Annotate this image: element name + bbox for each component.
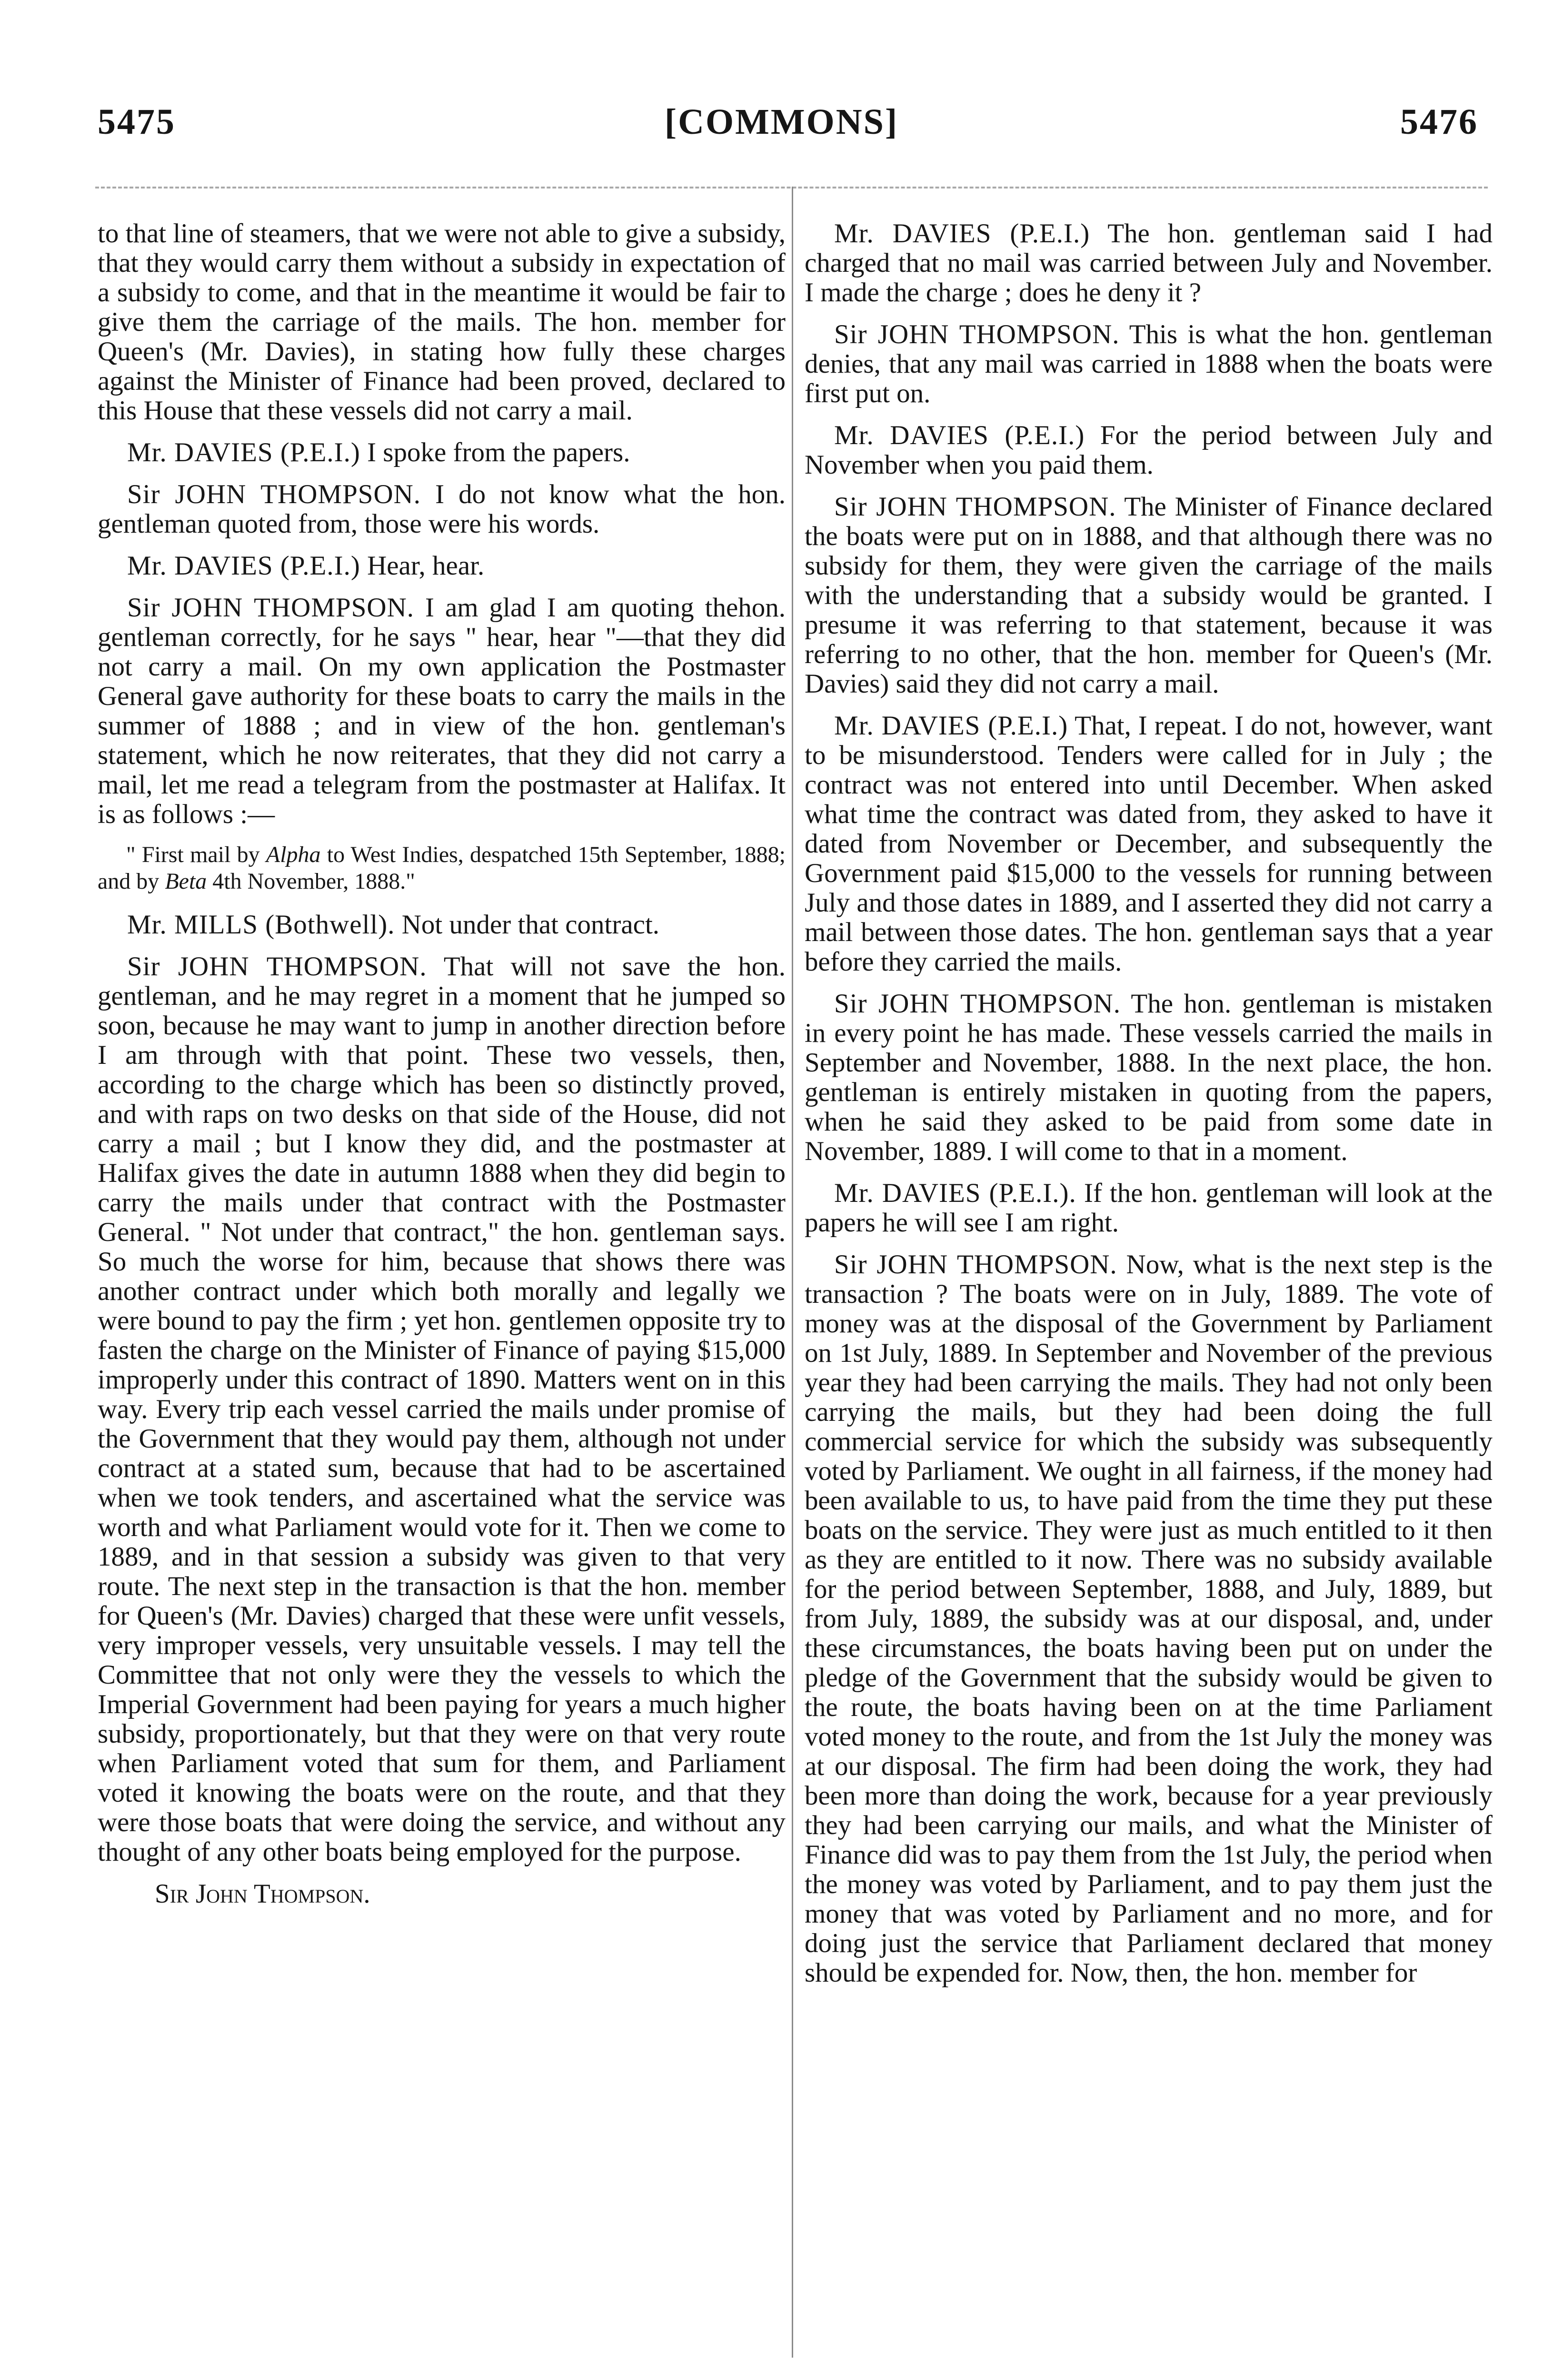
quote-text: " First mail by (126, 842, 266, 867)
quote-text: 4th November, 1888." (207, 869, 415, 894)
speech-text: I am glad I am quoting thehon. gentleman correctly, for he says " hear, hear "—that they did not carry a mail. On my own application the Postmaster General gave authority for these boats to carry the mails in the summer of 1888 ; and in view of the hon. gentleman's statement, which he now reiterates, that they did not carry a mail, let me read a telegram from the postmaster at Halifax. It is as follows :— (98, 593, 786, 829)
column-divider (792, 187, 793, 2358)
speech-text: Not under that contract. (395, 910, 660, 940)
paragraph (805, 492, 1493, 699)
speaker-name: Mr. DAVIES (P.E.I.) (834, 218, 1090, 248)
paragraph (805, 320, 1493, 408)
speaker-name: Sir JOHN THOMPSON. (834, 1250, 1117, 1279)
right-column (805, 219, 1493, 2000)
speaker-name: Sir JOHN THOMPSON. (834, 319, 1120, 349)
speech-text: That, I repeat. I do not, however, want to be misunderstood. Tenders were called for in July ; the contract was not entered into until December. When asked what time the contract was dated from, they asked to have it dated from November or December, and subsequently the Government paid $15,000 to the vessels for running between July and those dates in 1889, and I asserted they did not carry a mail between those dates. The hon. gentleman says that a year before they carried the mails. (805, 711, 1493, 977)
speech-text: This is what the hon. gentleman denies, that any mail was carried in 1888 when the boats were first put on. (805, 319, 1493, 408)
speech-text: The hon. gentleman is mistaken in every point he has made. These vessels carried the mails in September and November, 1888. In the next place, the hon. gentleman is entirely mistaken in quoting from the papers, when he said they asked to be paid from some date in November, 1889. I will come to that in a moment. (805, 989, 1493, 1166)
speech-text: That will not save the hon. gentleman, and he may regret in a moment that he jumped so soon, because he may want to jump in another direction before I am through with that point. These two vessels, then, according to the charge which has been so distinctly proved, and with raps on two desks on that side of the House, did not carry a mail ; but I know they did, and the postmaster at Halifax gives the date in autumn 1888 when they did begin to carry the mails under that contract with the Postmaster General. " Not under that contract," the hon. gentleman says. So much the worse for him, because that shows there was another contract under which both morally and legally we were bound to pay the firm ; yet hon. gentlemen opposite try to fasten the charge on the Minister of Finance of paying $15,000 improperly under this contract of 1890. Matters went on in this way. Every trip each vessel carried the mails under promise of the Government that they would pay them, although not under contract at a stated sum, because that had to be ascertained when we took tenders, and ascertained what the service was worth and what Parliament would vote for it. Then we come to 1889, and in that session a subsidy was given to that very route. The next step in the transaction is that the hon. member for Queen's (Mr. Davies) charged that these were unfit vessels, very improper vessels, very unsuitable vessels. I may tell the Committee that not only were they the vessels to which the Imperial Government had been paying for years a much higher subsidy, proportionately, but that they were on that very route when Parliament voted that sum for them, and Parliament voted it knowing the boats were on the route, and that they were those boats that were doing the service, and without any thought of any other boats being employed for the purpose. (98, 952, 786, 1867)
ship-name: Beta (165, 869, 207, 894)
speaker-name: Mr. MILLS (Bothwell). (127, 910, 395, 940)
speech-text: If the hon. gentleman will look at the papers he will see I am right. (805, 1178, 1493, 1238)
speaker-name: Sir JOHN THOMPSON. (834, 492, 1116, 522)
speech-text: Now, what is the next step is the transaction ? The boats were on in July, 1889. The vote of money was at the disposal of the Government by Parliament on 1st July, 1889. In September and November of the previous year they had been carrying the mails. They had not only been carrying the mails, but they had been doing the full commercial service for which the subsidy was subsequently voted by Parliament. We ought in all fairness, if the money had been available to us, to have paid from the time they put these boats on the service. They were just as much entitled to it then as they are entitled to it now. There was no subsidy available for the period between September, 1888, and July, 1889, but from July, 1889, the subsidy was at our disposal, and, under these circumstances, the boats having been put on under the pledge of the Government that the subsidy would be given to the route, the boats having been on at the time Parliament voted money to the route, and from the 1st July the money was at our disposal. The firm had been doing the work, they had been more than doing the work, because for a year previously they had been carrying our mails, and what the Minister of Finance did was to pay them from the 1st July, the period when the money was voted by Parliament, and to pay them just the money that was voted by Parliament and no more, and for doing just the service that Parliament declared that money should be expended for. Now, then, the hon. member for (805, 1250, 1493, 1988)
speaker-name: Sir JOHN THOMPSON. (127, 479, 421, 509)
paragraph: to that line of steamers, that we were not able to give a subsidy, that they would carry them without a subsidy in expectation of a subsidy to come, and that in the meantime it would be fair to give them the carriage of the mails. The hon. member for Queen's (Mr. Davies), in stating how fully these charges against the Minister of Finance had been proved, declared to this House that these vessels did not carry a mail. (98, 218, 786, 426)
paragraph (805, 1179, 1493, 1238)
paragraph (98, 910, 786, 940)
paragraph (805, 219, 1493, 307)
speaker-name: Sir JOHN THOMPSON. (127, 952, 427, 982)
page-number-right: 5476 (1400, 102, 1478, 142)
speaker-name: Mr. DAVIES (P.E.I.). (834, 1178, 1076, 1208)
paragraph (98, 438, 786, 467)
paragraph (805, 711, 1493, 977)
speech-text: Hear, hear. (360, 551, 485, 581)
paragraph (98, 551, 786, 581)
speaker-signature: Sir John Thompson. (155, 1879, 370, 1909)
paragraph (805, 1250, 1493, 1988)
paragraph (98, 480, 786, 539)
speech-text: For the period between July and November when you paid them. (805, 420, 1493, 480)
page-title: [COMMONS] (664, 102, 899, 142)
speaker-name: Sir JOHN THOMPSON. (127, 593, 414, 623)
paragraph (98, 593, 786, 829)
left-column (98, 219, 786, 1921)
speech-text: I spoke from the papers. (360, 437, 630, 467)
paragraph (98, 952, 786, 1867)
speech-text: The hon. gentleman said I had charged that no mail was carried between July and November. I made the charge ; does he deny it ? (805, 218, 1493, 307)
speaker-name: Mr. DAVIES (P.E.I.) (834, 711, 1068, 741)
speaker-name: Mr. DAVIES (P.E.I.) (127, 437, 360, 467)
speaker-name: Sir JOHN THOMPSON. (834, 989, 1121, 1019)
paragraph (805, 989, 1493, 1166)
page-number-left: 5475 (98, 102, 176, 142)
speaker-name: Mr. DAVIES (P.E.I.) (834, 420, 1085, 450)
speech-text: I do not know what the hon. gentleman quoted from, those were his words. (98, 479, 786, 539)
speaker-name: Mr. DAVIES (P.E.I.) (127, 551, 360, 581)
ship-name: Alpha (266, 842, 321, 867)
quote-text: to West Indies, despatched 15th September, 1888; and by (98, 842, 786, 894)
telegram-quote (98, 842, 786, 895)
speech-text: The Minister of Finance declared the boats were put on in 1888, and that although there was no subsidy for them, they were given the carriage of the mails with the understanding that a subsidy would be granted. I presume it was referring to that statement, because it was referring to no other, that the hon. member for Queen's (Mr. Davies) said they did not carry a mail. (805, 492, 1493, 699)
paragraph (805, 421, 1493, 480)
